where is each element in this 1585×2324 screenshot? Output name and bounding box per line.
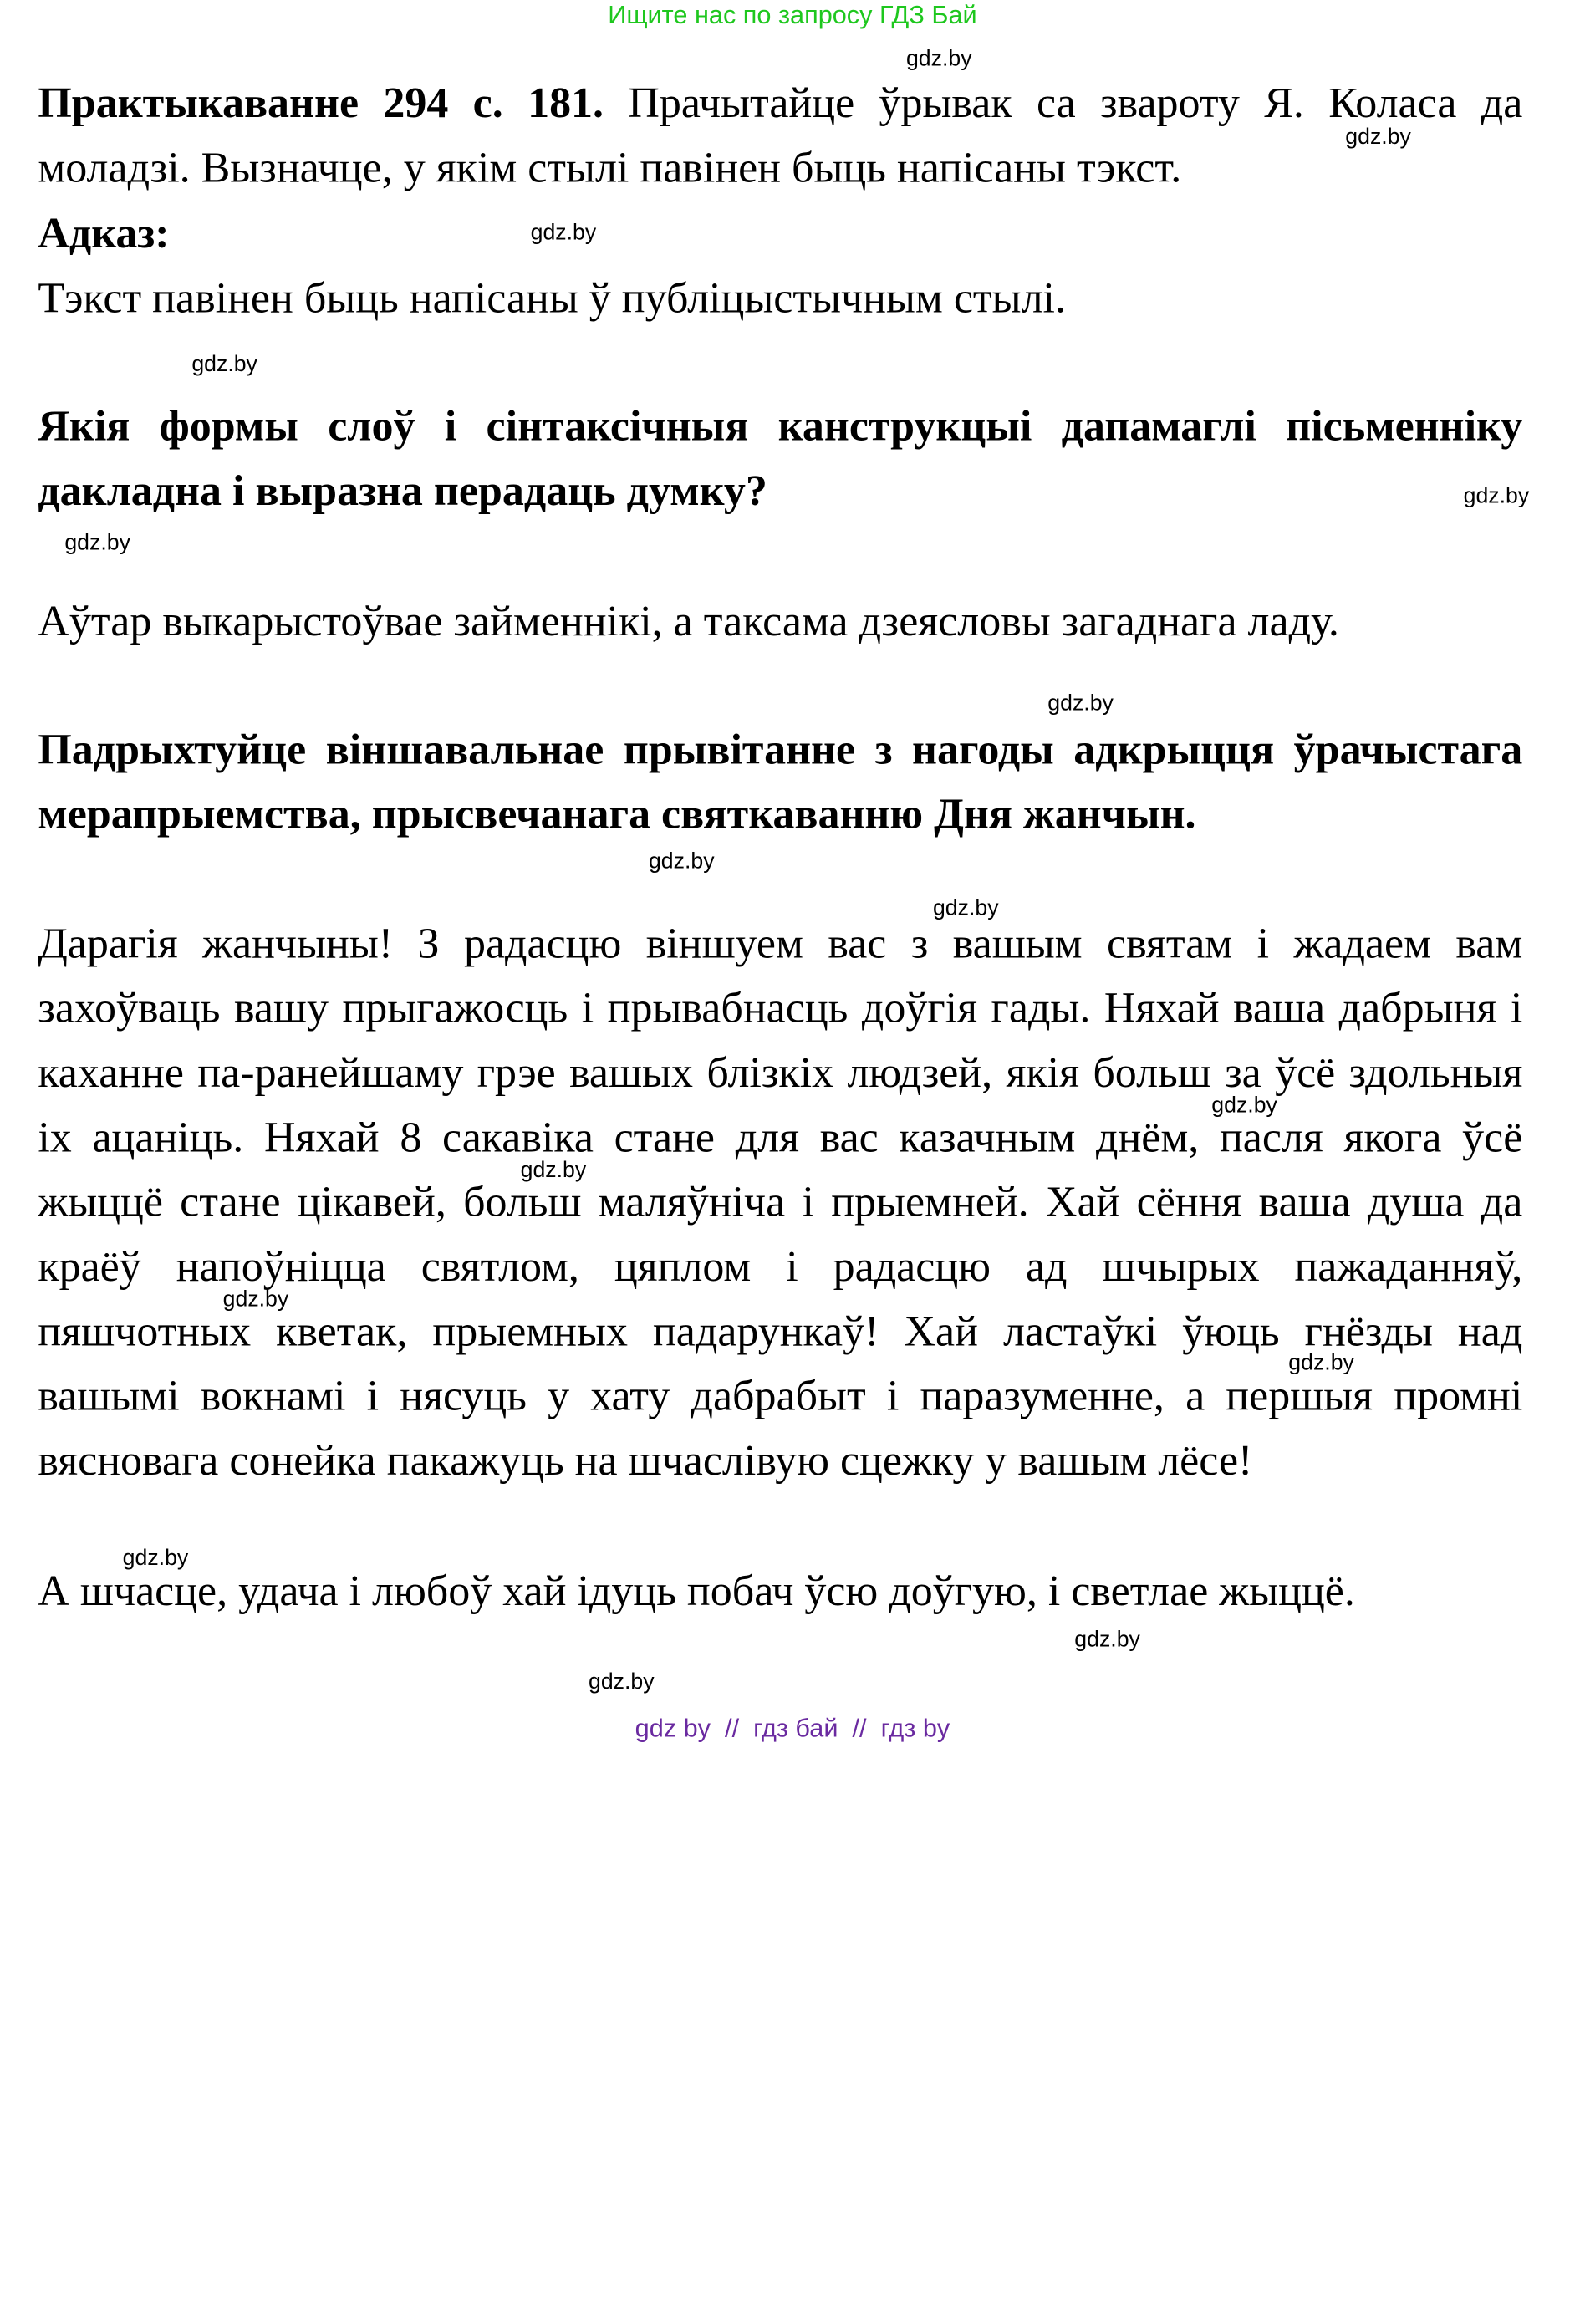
exercise-header: [38, 71, 1522, 201]
greeting-paragraph-2: А шчасце, удача і любоў хай ідуць побач ўсю доўгую, і светлае жыццё.: [38, 1567, 1355, 1615]
watermark: gdz.by: [1288, 1350, 1354, 1376]
watermark: gdz.by: [588, 1669, 655, 1695]
question-3: Падрыхтуйце віншавальнае прывітанне з нагоды адкрыцця ўрачыстага мерапрыемства, прысвечанага святкаванню Дня жанчын.: [38, 725, 1523, 838]
watermark: gdz.by: [1047, 691, 1114, 716]
watermark: gdz.by: [64, 530, 130, 555]
watermark: gdz.by: [122, 1546, 189, 1571]
watermark: gdz.by: [905, 46, 972, 72]
watermark: gdz.by: [191, 352, 257, 377]
watermark: gdz.by: [1463, 483, 1530, 508]
footer-links: gdz by // гдз бай // гдз by: [635, 1713, 950, 1742]
answer-label: Адказ:: [38, 209, 170, 257]
answer-text: Тэкст павінен быць напісаны ў публіцыстычным стылі.: [38, 273, 1066, 323]
watermark: gdz.by: [520, 1158, 587, 1183]
exercise-title: Практыкаванне 294 с. 181.: [38, 79, 604, 127]
watermark: gdz.by: [1211, 1093, 1277, 1119]
watermark: gdz.by: [932, 895, 999, 921]
watermark: gdz.by: [530, 220, 597, 246]
watermark: gdz.by: [1074, 1627, 1140, 1652]
watermark: gdz.by: [1345, 125, 1411, 150]
exercise-task: Прачытайце ўрывак са звароту Я. Коласа да моладзі. Вызначце, у якім стылі павінен быць напісаны тэкст.: [38, 79, 1523, 192]
watermark: gdz.by: [222, 1287, 289, 1312]
watermark: gdz.by: [648, 849, 715, 874]
top-banner: Ищите нас по запросу ГДЗ Бай: [608, 0, 977, 29]
greeting-paragraph-1: Дарагія жанчыны! З радасцю віншуем вас з вашым святам і жадаем вам захоўваць вашу прыгажосць і прывабнасць доўгія гады. Няхай ваша дабрыня і каханне па-ранейшаму грэе вашых блізкіх людзей, якія больш за ўсё здольныя іх ацаніць. Няхай 8 сакавіка стане для вас казачным днём, пасля якога ўсё жыццё стане цікавей, больш маляўніча і прыемней. Хай сёння ваша душа да краёў напоўніцца святлом, цяплом і радасцю ад шчырых пажаданняў, пяшчотных кветак, прыемных падарункаў! Хай ластаўкі ўюць гнёзды над вашымі вокнамі і нясуць у хату дабрабыт і паразуменне, а першыя промні вясновага сонейка пакажуць на шчаслівую сцежку у вашым лёсе!: [38, 919, 1523, 1485]
answer-2: Аўтар выкарыстоўвае займеннікі, а таксама дзеясловы загаднага ладу.: [38, 597, 1339, 645]
question-2: Якія формы слоў і сінтаксічныя канструкцыі дапамаглі пісьменніку дакладна і выразна перадаць думку?: [38, 402, 1523, 515]
